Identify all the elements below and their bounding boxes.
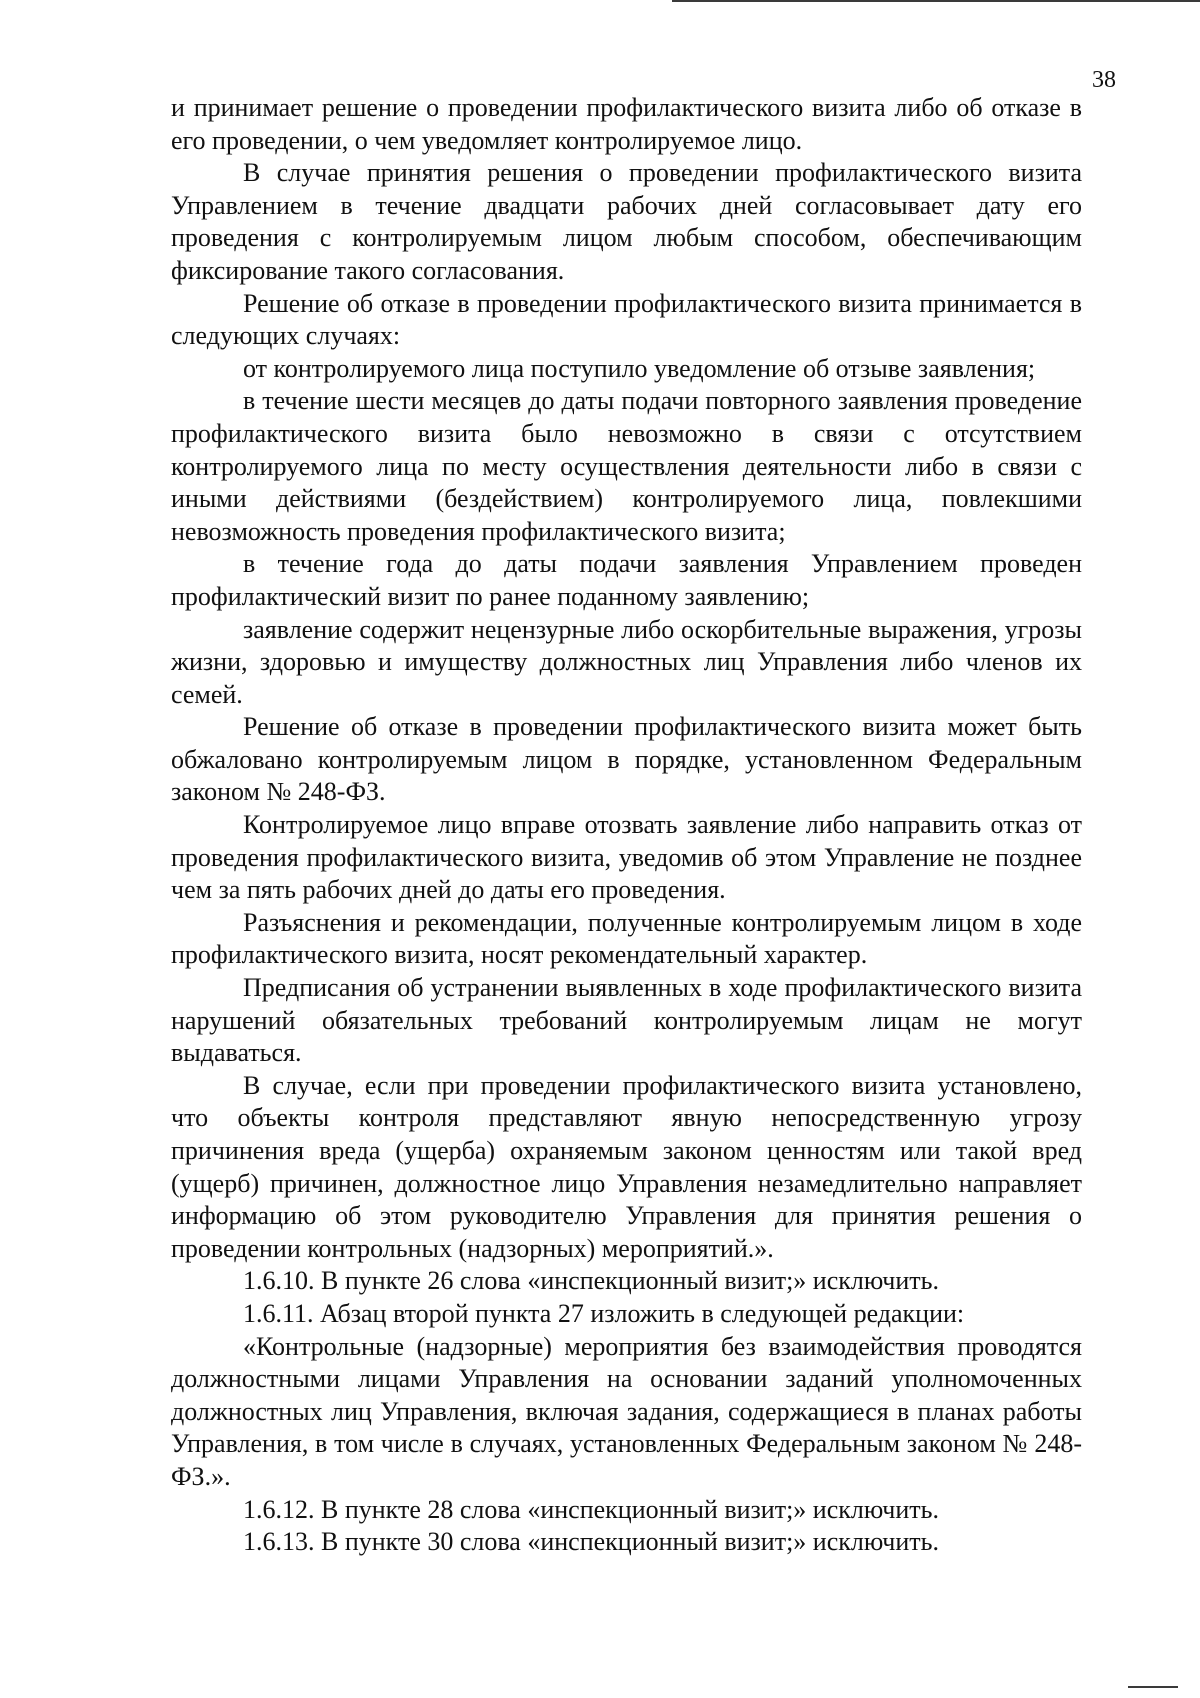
paragraph-continuation: и принимает решение о проведении профилактического визита либо об отказе в его проведении, о чем уведомляет контролируемое лицо.	[171, 93, 1082, 155]
paragraph: Предписания об устранении выявленных в ходе профилактического визита нарушений обязательных требований контролируемым лицам не могут выдаваться.	[171, 973, 1082, 1068]
document-body	[171, 92, 1082, 1559]
amendment-item: 1.6.10. В пункте 26 слова «инспекционный визит;» исключить.	[243, 1266, 940, 1296]
paragraph: В случае, если при проведении профилактического визита установлено, что объекты контроля представляют явную непосредственную угрозу причинения вреда (ущерба) охраняемым законом ценностям или такой вред (ущерб) причинен, должностное лицо Управления незамедлительно направляет информацию об этом руководителю Управления для принятия решения о проведении контрольных (надзорных) мероприятий.».	[171, 1070, 1082, 1263]
paragraph: Разъяснения и рекомендации, полученные контролируемым лицом в ходе профилактического визита, носят рекомендательный характер.	[171, 907, 1082, 970]
list-item: в течение года до даты подачи заявления Управлением проведен профилактический визит по ранее поданному заявлению;	[171, 549, 1082, 611]
quoted-paragraph: «Контрольные (надзорные) мероприятия без взаимодействия проводятся должностными лицами Управления на основании заданий уполномоченных должностных лиц Управления, включая задания, содержащиеся в планах работы Управления, в том числе в случаях, установленных Федеральным законом № 248-ФЗ.».	[171, 1331, 1082, 1491]
paragraph: Решение об отказе в проведении профилактического визита принимается в следующих случаях:	[171, 288, 1082, 351]
paragraph: Контролируемое лицо вправе отозвать заявление либо направить отказ от проведения профилактического визита, уведомив об этом Управление не позднее чем за пять рабочих дней до даты его проведения.	[171, 810, 1082, 905]
paragraph: В случае принятия решения о проведении профилактического визита Управлением в течение двадцати рабочих дней согласовывает дату его проведения с контролируемым лицом любым способом, обеспечивающим фиксирование такого согласования.	[171, 158, 1082, 285]
scan-edge-bottom	[1128, 1686, 1178, 1688]
list-item: от контролируемого лица поступило уведомление об отзыве заявления;	[243, 353, 1036, 383]
amendment-item: 1.6.13. В пункте 30 слова «инспекционный визит;» исключить.	[243, 1527, 940, 1557]
amendment-item: 1.6.11. Абзац второй пункта 27 изложить в следующей редакции:	[243, 1298, 965, 1328]
list-item: заявление содержит нецензурные либо оскорбительные выражения, угрозы жизни, здоровью и имуществу должностных лиц Управления либо членов их семей.	[171, 614, 1082, 709]
page-number: 38	[1092, 67, 1116, 93]
scan-edge-top	[672, 0, 1200, 2]
amendment-item: 1.6.12. В пункте 28 слова «инспекционный визит;» исключить.	[243, 1494, 940, 1524]
paragraph: Решение об отказе в проведении профилактического визита может быть обжаловано контролируемым лицом в порядке, установленном Федеральным законом № 248-ФЗ.	[171, 712, 1082, 807]
list-item: в течение шести месяцев до даты подачи повторного заявления проведение профилактического визита было невозможно в связи с отсутствием контролируемого лица по месту осуществления деятельности либо в связи с иными действиями (бездействием) контролируемого лица, повлекшими невозможность проведения профилактического визита;	[171, 386, 1082, 546]
